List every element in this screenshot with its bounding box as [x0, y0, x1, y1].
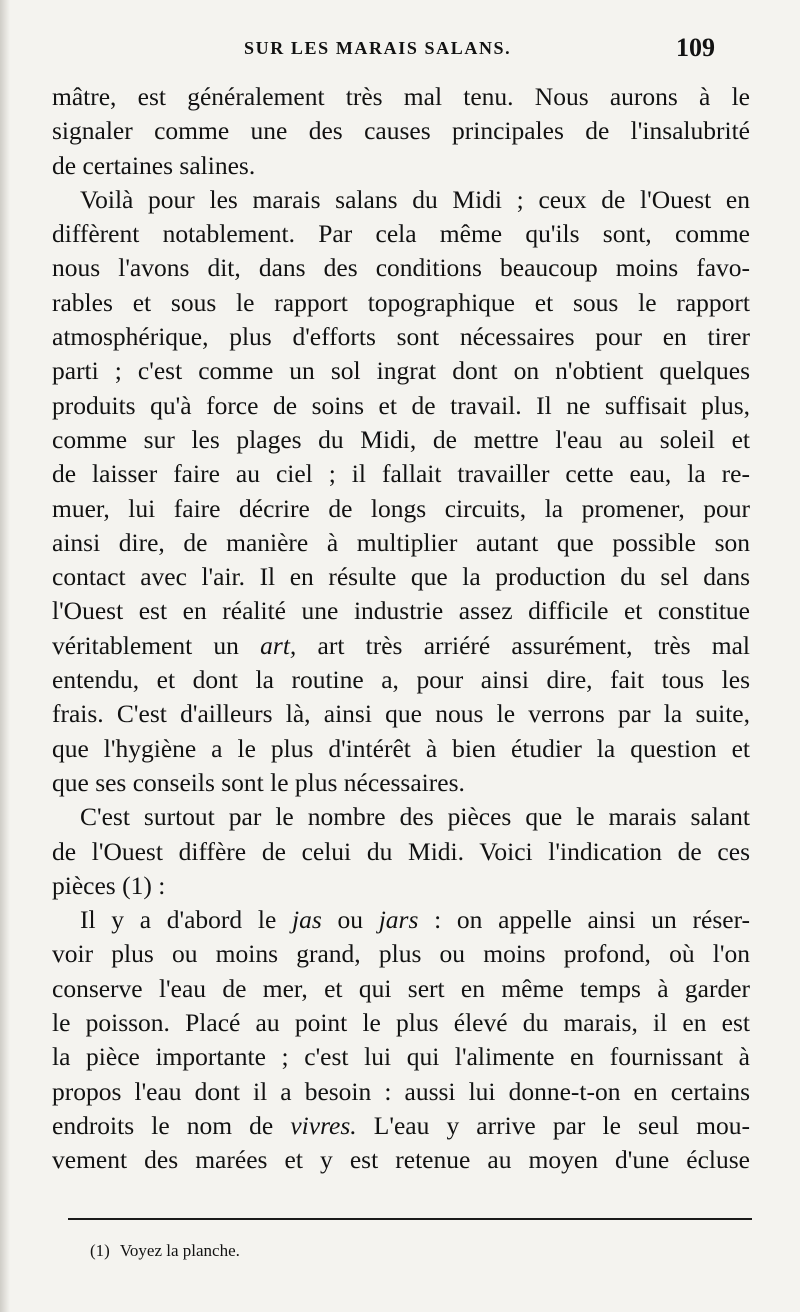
italic-term: jars	[378, 905, 419, 935]
text-line: mâtre, est généralement très mal tenu. Nous aurons à le	[52, 82, 750, 111]
italic-term: vivres.	[290, 1110, 357, 1140]
text-line: que l'hygiène a le plus d'intérêt à bien étudier la question et	[52, 733, 750, 763]
text-line: de l'Ouest diffère de celui du Midi. Voici l'indication de ces	[52, 836, 750, 866]
running-header: SUR LES MARAIS SALANS.	[244, 38, 512, 58]
text-line: contact avec l'air. Il en résulte que la production du sel dans	[52, 562, 750, 592]
text-line: l'Ouest est en réalité une industrie assez difficile et constitue	[52, 596, 750, 626]
text-line	[52, 1109, 750, 1143]
text-line: voir plus ou moins grand, plus ou moins profond, où l'on	[52, 939, 750, 969]
text-line: entendu, et dont la routine a, pour ainsi dire, fait tous les	[52, 665, 750, 695]
text-segment: endroits le nom de	[52, 1110, 274, 1140]
text-line: la pièce importante ; c'est lui qui l'alimente en fournissant à	[52, 1042, 750, 1072]
italic-term: art,	[260, 630, 297, 660]
text-line: atmosphérique, plus d'efforts sont nécessaires pour en tirer	[52, 322, 750, 352]
text-line: nous l'avons dit, dans des conditions beaucoup moins favo-	[52, 253, 750, 283]
text-line: signaler comme une des causes principales de l'insalubrité	[52, 116, 750, 146]
text-line: rables et sous le rapport topographique et sous le rapport	[52, 287, 750, 317]
text-line: de certaines salines.	[52, 150, 256, 180]
footnote	[90, 1241, 240, 1261]
footnote-rule	[68, 1218, 752, 1220]
text-line	[52, 629, 750, 663]
text-line: comme sur les plages du Midi, de mettre l'eau au soleil et	[52, 424, 750, 454]
text-line: Voilà pour les marais salans du Midi ; ceux de l'Ouest en	[80, 184, 750, 214]
footnote-marker: (1)	[90, 1241, 110, 1260]
text-line: conserve l'eau de mer, et qui sert en même temps à garder	[52, 973, 750, 1003]
text-line: frais. C'est d'ailleurs là, ainsi que nous le verrons par la suite,	[52, 699, 750, 729]
text-line: parti ; c'est comme un sol ingrat dont on n'obtient quelques	[52, 356, 750, 386]
text-segment: Il y a d'abord le	[80, 905, 277, 935]
page-number: 109	[676, 33, 715, 62]
text-line	[52, 903, 750, 937]
text-line: que ses conseils sont le plus nécessaires.	[52, 767, 465, 797]
text-line: le poisson. Placé au point le plus élevé du marais, il en est	[52, 1008, 750, 1038]
text-line: propos l'eau dont il a besoin : aussi lui donne-t-on en certains	[52, 1076, 750, 1106]
footnote-text: Voyez la planche.	[119, 1241, 240, 1260]
text-segment: : on appelle ainsi un réser-	[434, 905, 751, 935]
text-segment: art très arriéré assurément, très mal	[317, 630, 751, 660]
text-segment: véritablement un	[52, 630, 239, 660]
text-line: muer, lui faire décrire de longs circuits, la promener, pour	[52, 493, 750, 523]
text-segment: L'eau y arrive par le seul mou-	[373, 1110, 751, 1140]
italic-term: jas	[292, 905, 322, 935]
text-line: produits qu'à force de soins et de travail. Il ne suffisait plus,	[52, 390, 750, 420]
page-gutter-shadow	[0, 0, 10, 1312]
text-line: C'est surtout par le nombre des pièces que le marais salant	[80, 802, 750, 832]
text-line: pièces (1) :	[52, 870, 166, 900]
text-line: de laisser faire au ciel ; il fallait travailler cette eau, la re-	[52, 459, 750, 489]
text-segment: ou	[337, 905, 363, 935]
body-text	[52, 80, 750, 1178]
text-line: vement des marées et y est retenue au moyen d'une écluse	[52, 1145, 750, 1175]
text-line: diffèrent notablement. Par cela même qu'ils sont, comme	[52, 219, 750, 249]
text-line: ainsi dire, de manière à multiplier autant que possible son	[52, 527, 750, 557]
